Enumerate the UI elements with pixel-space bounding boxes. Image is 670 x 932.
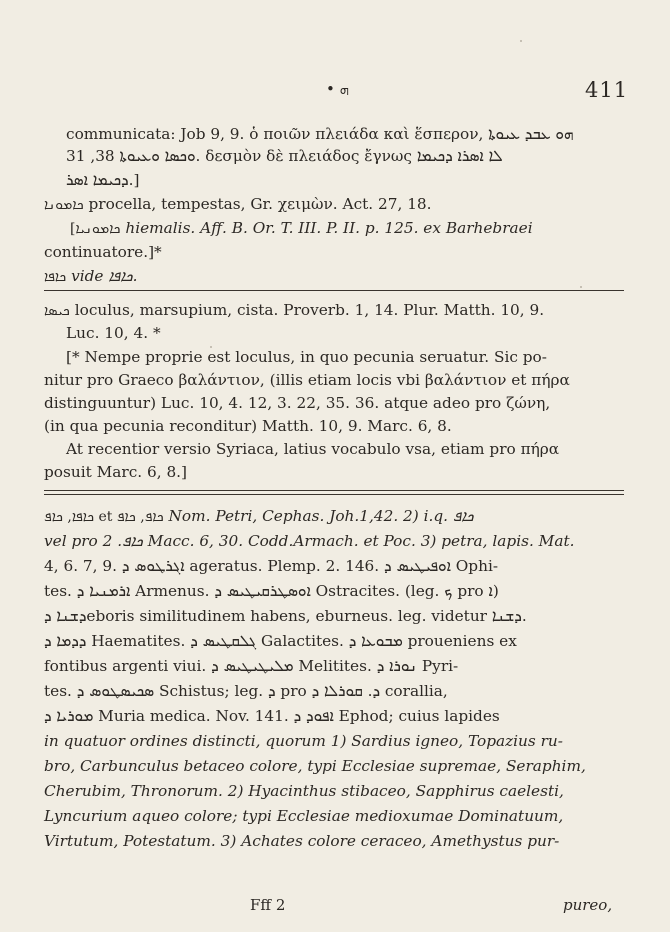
entry-petrus-line: Cherubim, Thronorum. 2) Hyacinthus stibaceo, Sapphirus caelesti, [44,782,564,800]
section-rule [44,490,624,491]
entry-petrus-line: tes. ܣܟܝܣܛܘܣ ܕ Schistus; leg. ܕ pro ܕ. ܩܘܪܠܐ ܕ corallia, [44,682,448,700]
entry-petrus-line: 4, 6. 7, 9. ܐܓܪܛܘܣ ܕ ageratus. Plemp. 2. 146. ܐܘܦܝܛܝܣ ܕ Ophi- [44,557,499,575]
section-rule [44,494,624,495]
entry-petrus-line: bro, Carbunculus betaceo colore, typi Ecclesiae supremae, Seraphim, [44,757,586,775]
entry-loculus-line: (in qua pecunia reconditur) Matth. 10, 9. Marc. 6, 8. [44,417,452,435]
entry-petrus-line: ܡܘܪܝܐ ܕ Muria medica. Nov. 141. ܐܦܘܕ ܕ Ephod; cuius lapides [44,707,500,725]
entry-loculus-line: Luc. 10, 4. * [66,324,161,342]
entry-petrus-line: ܕܫܢܐ ܕeboris similitudinem habens, eburneus. leg. videtur ܕܫܢܐ. [44,607,527,625]
entry-procella-line: continuatore.]* [44,243,162,261]
catchword: pureo, [563,896,613,914]
syriac-headword: ܟܝܣܐ [44,303,70,319]
entry-loculus-line: ܟܝܣܐ loculus, marsupium, cista. Proverb. 1, 14. Plur. Matth. 10, 9. [44,301,545,319]
entry-petrus-line: fontibus argenti viui. ܡܠܝܛܝܛܝܣ ܕ Melitites. ܢܘܪܐ ܕ Pyri- [44,657,459,675]
page-number: 411 [585,78,629,102]
signature-mark: Fff 2 [250,896,286,914]
paper-speck [210,346,212,348]
header-mark: • ܗ [326,80,350,98]
entry-loculus-line: distinguuntur) Luc. 10, 4. 12, 3. 22, 35. 36. atque adeo pro ζώνη, [44,394,551,412]
entry-procella-line: ܟܐܦܐ vide ܟܐܦܐ. [44,267,138,285]
text-line: communicata: Job 9, 9. ὁ ποιῶν πλειάδα καὶ ἕσπερον, ܗܘ ܥܒܕ ܥܝܘܬܐ [66,125,574,143]
entry-petrus-line: in quatuor ordines distincti, quorum 1) Sardius igneo, Topazius ru- [44,732,563,750]
text-line: ܘܟܣܐ ܘܥܝܘܬܐ 38, 31. δεσμὸν δὲ πλειάδος ἔγνως ܠܐ ܐܣܪܐ ܕܟܝܡܐ [66,147,503,165]
syriac-headword: ܟܐܦܐ, ܟܐܦ et ܟܐܦ, ܟܐܦ [44,509,164,525]
paper-speck [580,286,582,288]
paper-speck [520,40,522,42]
section-rule [44,290,624,291]
entry-petrus-line: tes. ܐܪܡܢܝܐ ܕ Armenus. ܐܘܣܛܪܩܝܛܝܣ ܕ Ostracites. (leg. ܟ pro ܐ) [44,582,499,600]
entry-petrus-line: Virtutum, Potestatum. 3) Achates colore ceraceo, Amethystus pur- [44,832,560,850]
entry-procella-line: ܟܐܡܘܢܐ procella, tempestas, Gr. χειμὼν. Act. 27, 18. [44,195,432,213]
entry-petrus-line: vel pro ܟܐܦ. 2 Macc. 6, 30. Codd.Armach. et Poc. 3) petra, lapis. Mat. [44,532,575,550]
syriac-headword: ܟܐܡܘܢܐ [44,197,84,213]
entry-petrus-line: Lyncurium aqueo colore; typi Ecclesiae medioxumae Dominatuum, [44,807,564,825]
entry-procella-line: [ܟܐܡܘܢܝܐ hiemalis. Aff. B. Or. T. III. P. II. p. 125. ex Barhebraei [70,219,533,237]
entry-loculus-line: At recentior versio Syriaca, latius vocabulo vsa, etiam pro πήρα [66,440,560,458]
entry-petrus-line: ܟܐܦܐ, ܟܐܦ et ܟܐܦ, ܟܐܦ Nom. Petri, Cephas. Joh.1,42. 2) i.q. ܟܐܦ [44,507,474,525]
entry-loculus-line: [* Nempe proprie est loculus, in quo pecunia seruatur. Sic po- [66,348,547,366]
text-line: ܕܟܝܡܐ ܐܣܪ.] [66,171,140,189]
entry-loculus-line: nitur pro Graeco βαλάντιον, (illis etiam locis vbi βαλάντιον et πήρα [44,371,570,389]
entry-petrus-line: ܕܕܡܐ ܕ Haematites. ܓܠܩܛܝܣ ܕ Galactites. ܡܒܘܥܐ ܕ proueniens ex [44,632,517,650]
entry-loculus-line: posuit Marc. 6, 8.] [44,463,188,481]
